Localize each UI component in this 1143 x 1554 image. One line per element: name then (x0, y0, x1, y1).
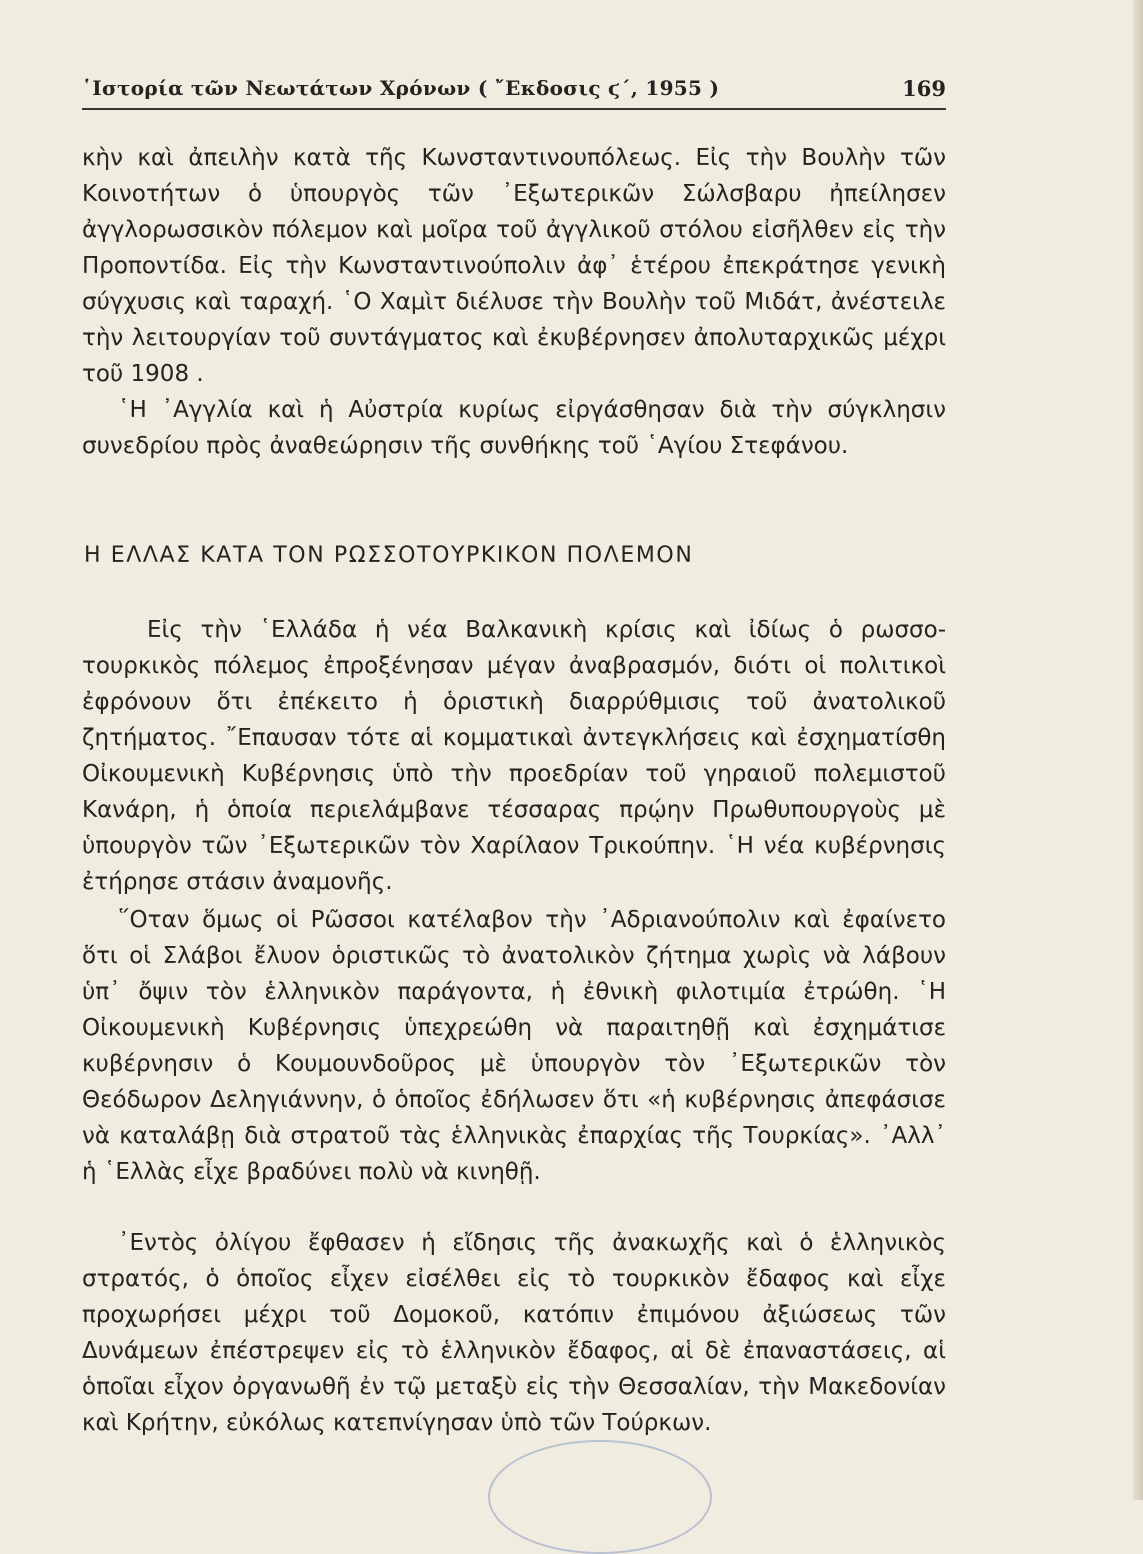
paragraph-block-3 (82, 902, 946, 1190)
section-heading: Η ΕΛΛΑΣ ΚΑΤΑ ΤΟΝ ΡΩΣΣΟΤΟΥΡΚΙΚΟΝ ΠΟΛΕΜΟΝ (84, 543, 694, 568)
page-number: 169 (902, 76, 946, 101)
running-header-title: ῾Ιστορία τῶν Νεωτάτων Χρόνων ( ῎Εκδοσις ϛ΄, 1955 ) (82, 76, 720, 100)
paragraph-congress: ῾Η ᾿Αγγλία καὶ ἡ Αὐστρία κυρίως εἰργάσθησαν διὰ τὴν σύγκλησιν συνεδρίου πρὸς ἀναθεώρησιν τῆς συνθήκης τοῦ ῾Αγίου Στεφάνου. (82, 397, 946, 459)
page-edge (1133, 0, 1143, 1500)
paragraph-block-2 (82, 612, 946, 900)
paragraph-armistice: ᾿Εντὸς ὀλίγου ἔφθασεν ἡ εἴδησις τῆς ἀνακωχῆς καὶ ὁ ἑλληνικὸς στρατός, ὁ ὁποῖος εἶχεν εἰσέλθει εἰς τὸ τουρκικὸν ἔδαφος καὶ εἶχε προχωρήσει μέχρι τοῦ Δομοκοῦ, κατόπιν ἐπιμόνου ἀξιώσεως τῶν Δυνάμεων ἐπέστρεψεν εἰς τὸ ἑλληνικὸν ἔδαφος, αἱ δὲ ἐπαναστάσεις, αἱ ὁποῖαι εἶχον ὀργανωθῆ ἐν τῷ μεταξὺ εἰς τὴν Θεσσαλίαν, τὴν Μακεδονίαν καὶ Κρήτην, εὐκόλως κατεπνίγησαν ὑπὸ τῶν Τούρκων. (82, 1230, 946, 1436)
paragraph-continuation: κὴν καὶ ἀπειλὴν κατὰ τῆς Κωνσταντινουπόλεως. Εἰς τὴν Βουλὴν τῶν Κοινοτήτων ὁ ὑπουργὸς τῶν ᾿Εξωτερικῶν Σώλσβαρυ ἠπείλησεν ἀγγλορωσσικὸν πόλεμον καὶ μοῖρα τοῦ ἀγγλικοῦ στόλου εἰσῆλθεν εἰς τὴν Προποντίδα. Εἰς τὴν Κωνσταντινούπολιν ἀφ᾿ ἑτέρου ἐπεκράτησε γενικὴ σύγχυσις καὶ ταραχή. ῾Ο Χαμὶτ διέλυσε τὴν Βουλὴν τοῦ Μιδάτ, ἀνέστειλε τὴν λειτουργίαν τοῦ συντάγματος καὶ ἐκυβέρνησεν ἀπολυταρχικῶς μέχρι τοῦ 1908 . (82, 145, 946, 387)
paragraph-adrianople: ῞Οταν ὅμως οἱ Ρῶσσοι κατέλαβον τὴν ᾿Αδριανούπολιν καὶ ἐφαίνετο ὅτι οἱ Σλάβοι ἔλυον ὁριστικῶς τὸ ἀνατολικὸν ζήτημα χωρὶς νὰ λάβουν ὑπ᾿ ὄψιν τὸν ἑλληνικὸν παράγοντα, ἡ ἐθνικὴ φιλοτιμία ἐτρώθη. ῾Η Οἰκουμενικὴ Κυβέρνησις ὑπεχρεώθη νὰ παραιτηθῇ καὶ ἐσχημάτισε κυβέρνησιν ὁ Κουμουνδοῦρος μὲ ὑπουργὸν τὸν ᾿Εξωτερικῶν τὸν Θεόδωρον Δεληγιάννην, ὁ ὁποῖος ἐδήλωσεν ὅτι «ἡ κυβέρνησις ἀπεφάσισε νὰ καταλάβῃ διὰ στρατοῦ τὰς ἑλληνικὰς ἐπαρχίας τῆς Τουρκίας». ᾿Αλλ᾿ ἡ ῾Ελλὰς εἶχε βραδύνει πολὺ νὰ κινηθῇ. (82, 907, 946, 1185)
paragraph-greece-crisis: Εἰς τὴν ῾Ελλάδα ἡ νέα Βαλκανικὴ κρίσις καὶ ἰδίως ὁ ρωσσοτουρκικὸς πόλεμος ἐπροξένησαν μέγαν ἀναβρασμόν, διότι οἱ πολιτικοὶ ἐφρόνουν ὅτι ἐπέκειτο ἡ ὁριστικὴ διαρρύθμισις τοῦ ἀνατολικοῦ ζητήματος. ῎Επαυσαν τότε αἱ κομματικαὶ ἀντεγκλήσεις καὶ ἐσχηματίσθη Οἰκουμενικὴ Κυβέρνησις ὑπὸ τὴν προεδρίαν τοῦ γηραιοῦ πολεμιστοῦ Κανάρη, ἡ ὁποία περιελάμβανε τέσσαρας πρῴην Πρωθυπουργοὺς μὲ ὑπουργὸν τῶν ᾿Εξωτερικῶν τὸν Χαρίλαον Τρικούπην. ῾Η νέα κυβέρνησις ἐτήρησε στάσιν ἀναμονῆς. (82, 617, 946, 895)
running-header (82, 74, 946, 110)
paragraph-block-1 (82, 140, 946, 464)
paragraph-block-4 (82, 1225, 946, 1441)
library-stamp (488, 1440, 712, 1554)
